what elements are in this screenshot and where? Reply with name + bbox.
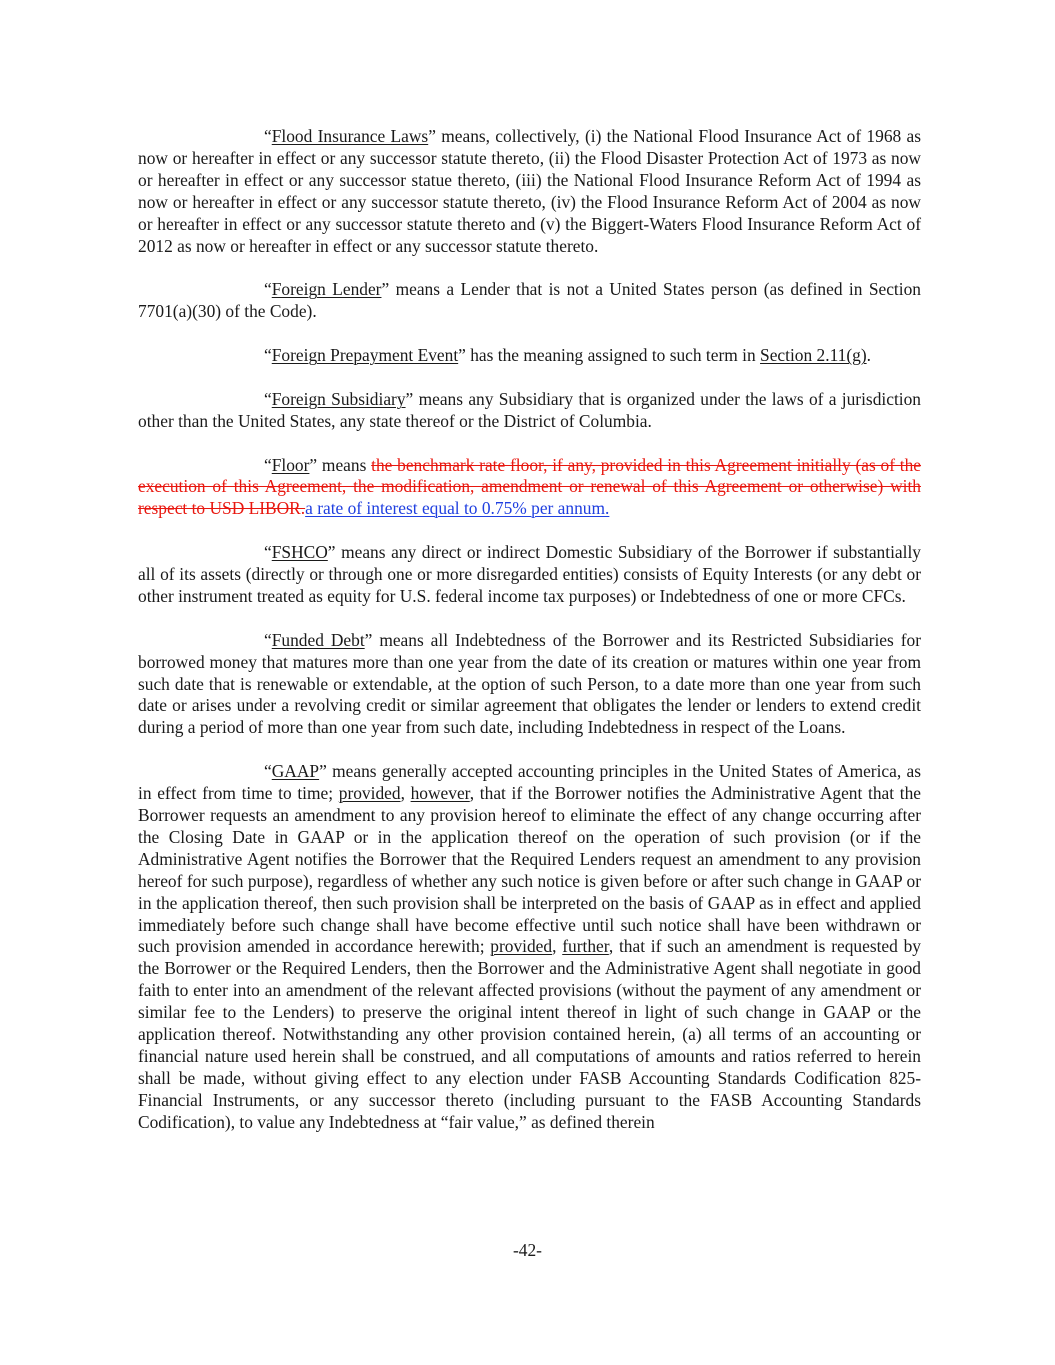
definition-text: ” means, collectively, (i) the National Flood Insurance Act of 1968 as now or hereafter in effect or any successor statute thereto, (ii) the Flood Disaster Protection Act of 1973 as now or hereafter in effect or any successor statue thereto, (iii) the National Flood Insurance Reform Act of 1994 as now or hereafter in effect or any successor statute thereto, (iv) the Flood Insurance Reform Act of 2004 as now or hereafter in effect or any successor statute thereto and (v) the Biggert-Waters Flood Insurance Reform Act of 2012 as now or hereafter in effect or any successor statute thereto. xyxy=(138,126,921,256)
inserted-text: a rate of interest equal to 0.75% per annum. xyxy=(305,498,610,519)
defined-term: Foreign Subsidiary xyxy=(271,388,406,409)
definition-gaap: “GAAP” means generally accepted accounting principles in the United States of America, as in effect from time to time; provided, however, that if the Borrower notifies the Administrative Agent that the Borrower requests an amendment to any provision hereof to eliminate the effect of any change occurring after the Closing Date in GAAP or in the application thereof on the operation of such provision (or if the Administrative Agent notifies the Borrower that the Required Lenders request an amendment to any provision hereof for such purpose), regardless of whether any such notice is given before or after such change in GAAP or in the application thereof, then such provision shall be interpreted on the basis of GAAP as in effect and applied immediately before such change shall have become effective until such notice shall have been withdrawn or such provision amended in accordance herewith; provided, further, that if such an amendment is requested by the Borrower or the Required Lenders, then the Borrower and the Administrative Agent shall negotiate in good faith to enter into an amendment of the relevant affected provisions (without the payment of any amendment or similar fee to the Lenders) to preserve the original intent thereof in light of such change in GAAP or the application thereof. Notwithstanding any other provision contained herein, (a) all terms of an accounting or financial nature used herein shall be construed, and all computations of amounts and ratios referred to herein shall be made, without giving effect to any election under FASB Accounting Standards Codification 825-Financial Instruments, or any successor thereto (including pursuant to the FASB Accounting Standards Codification), to value any Indebtedness at “fair value,” as defined therein xyxy=(138,761,921,1132)
defined-term: GAAP xyxy=(271,761,320,782)
definition-foreign-subsidiary: “Foreign Subsidiary” means any Subsidiary that is organized under the laws of a jurisdiction other than the United States, any state thereof or the District of Columbia. xyxy=(138,388,922,431)
definition-floor: “Floor” means the benchmark rate floor, if any, provided in this Agreement initially (as of the execution of this Agreement, the modification, amendment or renewal of this Agreement or otherwise) with respect to USD LIBOR.a rate of interest equal to 0.75% per annum. xyxy=(138,454,922,519)
defined-term: Floor xyxy=(271,454,310,475)
definition-text: ” has the meaning assigned to such term in xyxy=(458,345,761,366)
definition-foreign-prepayment-event: “Foreign Prepayment Event” has the meaning assigned to such term in Section 2.11(g). xyxy=(264,345,871,366)
however-proviso: however xyxy=(410,783,470,804)
defined-term: Foreign Prepayment Event xyxy=(271,345,459,366)
definition-text: , that if the Borrower notifies the Administrative Agent that the Borrower requests an amendment to any provision hereof to eliminate the effect of any change occurring after the Closing Date in GAAP or in the application thereof on the operation of such provision (or if the Administrative Agent notifies the Borrower that the Required Lenders request an amendment to any provision hereof for such purpose), regardless of whether any such notice is given before or after such change in GAAP or in the application thereof, then such provision shall be interpreted on the basis of GAAP as in effect and applied immediately before such change shall have become effective until such notice shall have been withdrawn or such provision amended in accordance herewith; xyxy=(138,783,921,957)
definition-text: , that if such an amendment is requested by the Borrower or the Required Lenders, then the Borrower and the Administrative Agent shall negotiate in good faith to enter into an amendment of the relevant affected provisions (without the payment of any amendment or similar fee to the Lenders) to preserve the original intent thereof in light of such change in GAAP or the application thereof. Notwithstanding any other provision contained herein, (a) all terms of an accounting or financial nature used herein shall be construed, and all computations of amounts and ratios referred to herein shall be made, without giving effect to any election under FASB Accounting Standards Codification 825-Financial Instruments, or any successor thereto (including pursuant to the FASB Accounting Standards Codification), to value any Indebtedness at “fair value,” as defined therein xyxy=(138,936,921,1132)
defined-term: Flood Insurance Laws xyxy=(271,126,429,146)
document-page xyxy=(138,126,921,1155)
definition-foreign-lender: “Foreign Lender” means a Lender that is not a United States person (as defined in Section 7701(a)(30) of the Code). xyxy=(138,279,921,322)
defined-term: FSHCO xyxy=(271,542,328,563)
definition-text: ” means any Subsidiary that is organized under the laws of a jurisdiction other than the United States, any state thereof or the District of Columbia. xyxy=(138,388,922,431)
definition-flood-insurance-laws: “Flood Insurance Laws” means, collectively, (i) the National Flood Insurance Act of 1968 as now or hereafter in effect or any successor statute thereto, (ii) the Flood Disaster Protection Act of 1973 as now or hereafter in effect or any successor statue thereto, (iii) the National Flood Insurance Reform Act of 1994 as now or hereafter in effect or any successor statute thereto, (iv) the Flood Insurance Reform Act of 2004 as now or hereafter in effect or any successor statute thereto and (v) the Biggert-Waters Flood Insurance Reform Act of 2012 as now or hereafter in effect or any successor statute thereto. xyxy=(138,126,921,256)
provided-proviso: provided xyxy=(338,783,401,804)
definition-text: ” means a Lender that is not a United States person (as defined in Section 7701(a)(30) of the Code). xyxy=(138,279,921,322)
section-reference: Section 2.11(g) xyxy=(760,345,867,366)
defined-term: Foreign Lender xyxy=(271,279,382,300)
defined-term: Funded Debt xyxy=(271,629,365,650)
page-number: -42- xyxy=(513,1240,542,1260)
deleted-text: the benchmark rate floor, if any, provided in this Agreement initially (as of the execution of this Agreement, the modification, amendment or renewal of this Agreement or otherwise) with respect to USD LIBOR. xyxy=(138,454,922,519)
definition-text: ” means generally accepted accounting principles in the United States of America, as in effect from time to time; xyxy=(138,761,921,804)
definition-text: ” means any direct or indirect Domestic Subsidiary of the Borrower if substantially all of its assets (directly or through one or more disregarded entities) consists of Equity Interests (or any debt or other instrument treated as equity for U.S. federal income tax purposes) or Indebtedness of one or more CFCs. xyxy=(138,542,921,606)
provided-proviso: provided xyxy=(490,936,553,957)
definition-text: ” means xyxy=(309,454,372,475)
further-proviso: further xyxy=(562,936,609,957)
definition-text: ” means all Indebtedness of the Borrower and its Restricted Subsidiaries for borrowed money that matures more than one year from the date of its creation or matures within one year from such date that is renewable or extendable, at the option of such Person, to a date more than one year from such date or arises under a revolving credit or similar agreement that obligates the lender or lenders to extend credit during a period of more than one year from such date, including Indebtedness in respect of the Loans. xyxy=(138,629,922,738)
definition-fshco: “FSHCO” means any direct or indirect Domestic Subsidiary of the Borrower if substantially all of its assets (directly or through one or more disregarded entities) consists of Equity Interests (or any debt or other instrument treated as equity for U.S. federal income tax purposes) or Indebtedness of one or more CFCs. xyxy=(138,542,921,606)
definition-funded-debt: “Funded Debt” means all Indebtedness of the Borrower and its Restricted Subsidiaries for borrowed money that matures more than one year from the date of its creation or matures within one year from such date that is renewable or extendable, at the option of such Person, to a date more than one year from such date or arises under a revolving credit or similar agreement that obligates the lender or lenders to extend credit during a period of more than one year from such date, including Indebtedness in respect of the Loans. xyxy=(138,629,922,738)
